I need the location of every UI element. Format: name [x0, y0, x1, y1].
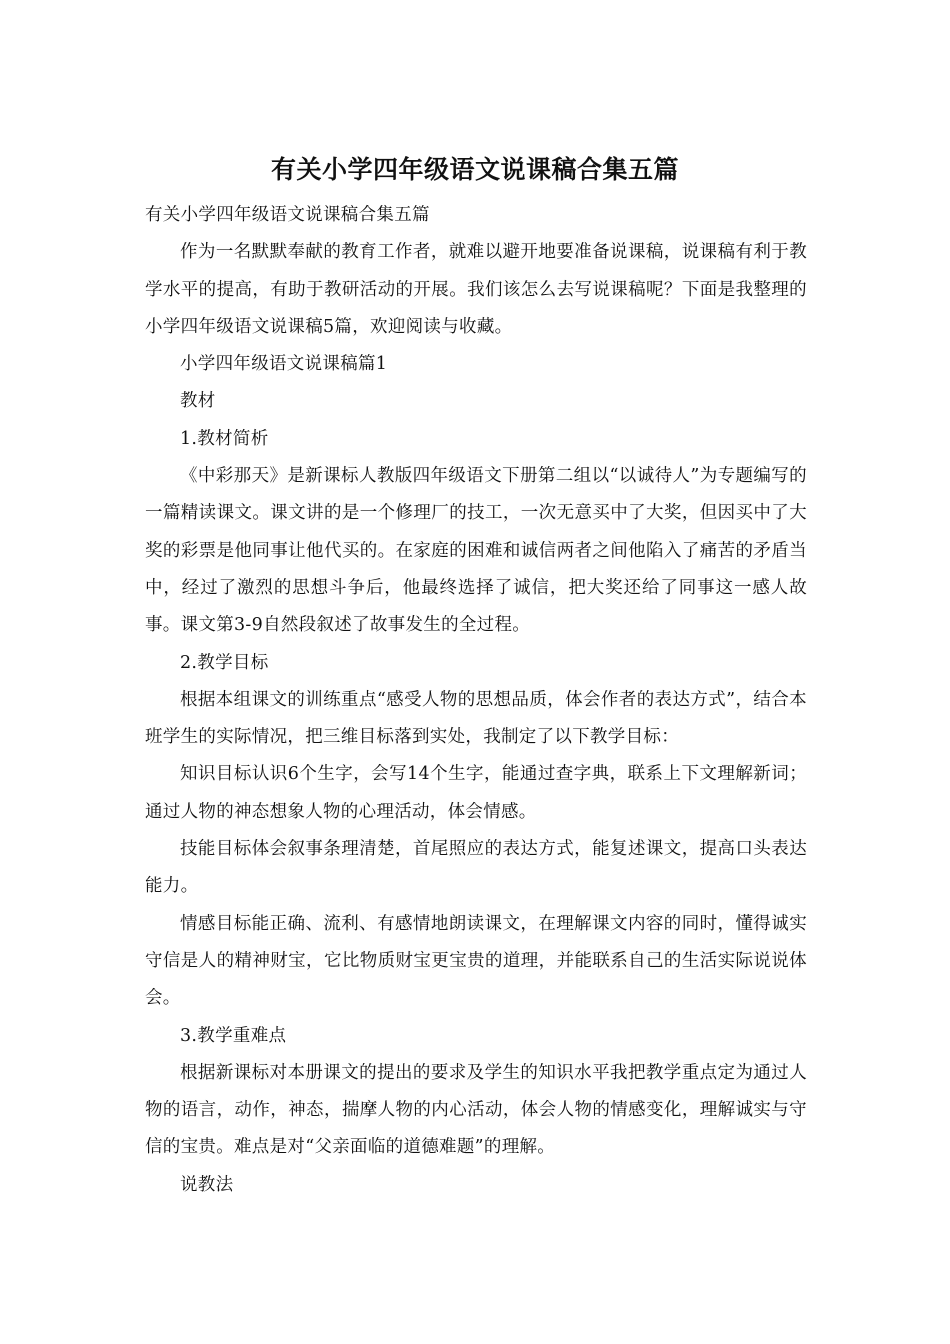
- section-heading-textbook: 教材: [180, 391, 216, 412]
- section-heading-teaching-method: 说教法: [180, 1174, 234, 1195]
- paragraph-skill-goal: 技能目标体会叙事条理清楚，首尾照应的表达方式，能复述课文，提高口头表达能力。: [145, 839, 807, 897]
- section-heading-lesson-1: 小学四年级语文说课稿篇1: [180, 354, 388, 375]
- intro-paragraph: 作为一名默默奉献的教育工作者，就难以避开地要准备说课稿，说课稿有利于教学水平的提高，有助于教研活动的开展。我们该怎么去写说课稿呢？下面是我整理的小学四年级语文说课稿5篇，欢迎阅读与收藏。: [145, 242, 807, 337]
- paragraph-textbook-analysis: 《中彩那天》是新课标人教版四年级语文下册第二组以“以诚待人”为专题编写的一篇精读课文。课文讲的是一个修理厂的技工，一次无意买中了大奖，但因买中了大奖的彩票是他同事让他代买的。在家庭的困难和诚信两者之间他陷入了痛苦的矛盾当中，经过了激烈的思想斗争后，他最终选择了诚信，把大奖还给了同事这一感人故事。课文第3-9自然段叙述了故事发生的全过程。: [145, 466, 807, 636]
- document-body: [145, 197, 807, 1204]
- paragraph-knowledge-goal: 知识目标认识6个生字，会写14个生字，能通过查字典，联系上下文理解新词；通过人物的神态想象人物的心理活动，体会情感。: [145, 764, 807, 822]
- document-title: 有关小学四年级语文说课稿合集五篇: [270, 155, 679, 184]
- subheading-textbook-analysis: 1.教材简析: [180, 428, 269, 449]
- paragraph-emotion-goal: 情感目标能正确、流利、有感情地朗读课文，在理解课文内容的同时，懂得诚实守信是人的精神财宝，它比物质财宝更宝贵的道理，并能联系自己的生活实际说说体会。: [145, 913, 807, 1009]
- paragraph-teaching-goals: 根据本组课文的训练重点“感受人物的思想品质，体会作者的表达方式”，结合本班学生的实际情况，把三维目标落到实处，我制定了以下教学目标：: [145, 689, 807, 748]
- paragraph-key-points: 根据新课标对本册课文的提出的要求及学生的知识水平我把教学重点定为通过人物的语言，动作，神态，揣摩人物的内心活动，体会人物的情感变化，理解诚实与守信的宝贵。难点是对“父亲面临的道德难题”的理解。: [145, 1062, 807, 1158]
- subheading-teaching-goals: 2.教学目标: [180, 652, 269, 673]
- subtitle-line: 有关小学四年级语文说课稿合集五篇: [145, 205, 430, 225]
- subheading-key-points: 3.教学重难点: [180, 1025, 287, 1046]
